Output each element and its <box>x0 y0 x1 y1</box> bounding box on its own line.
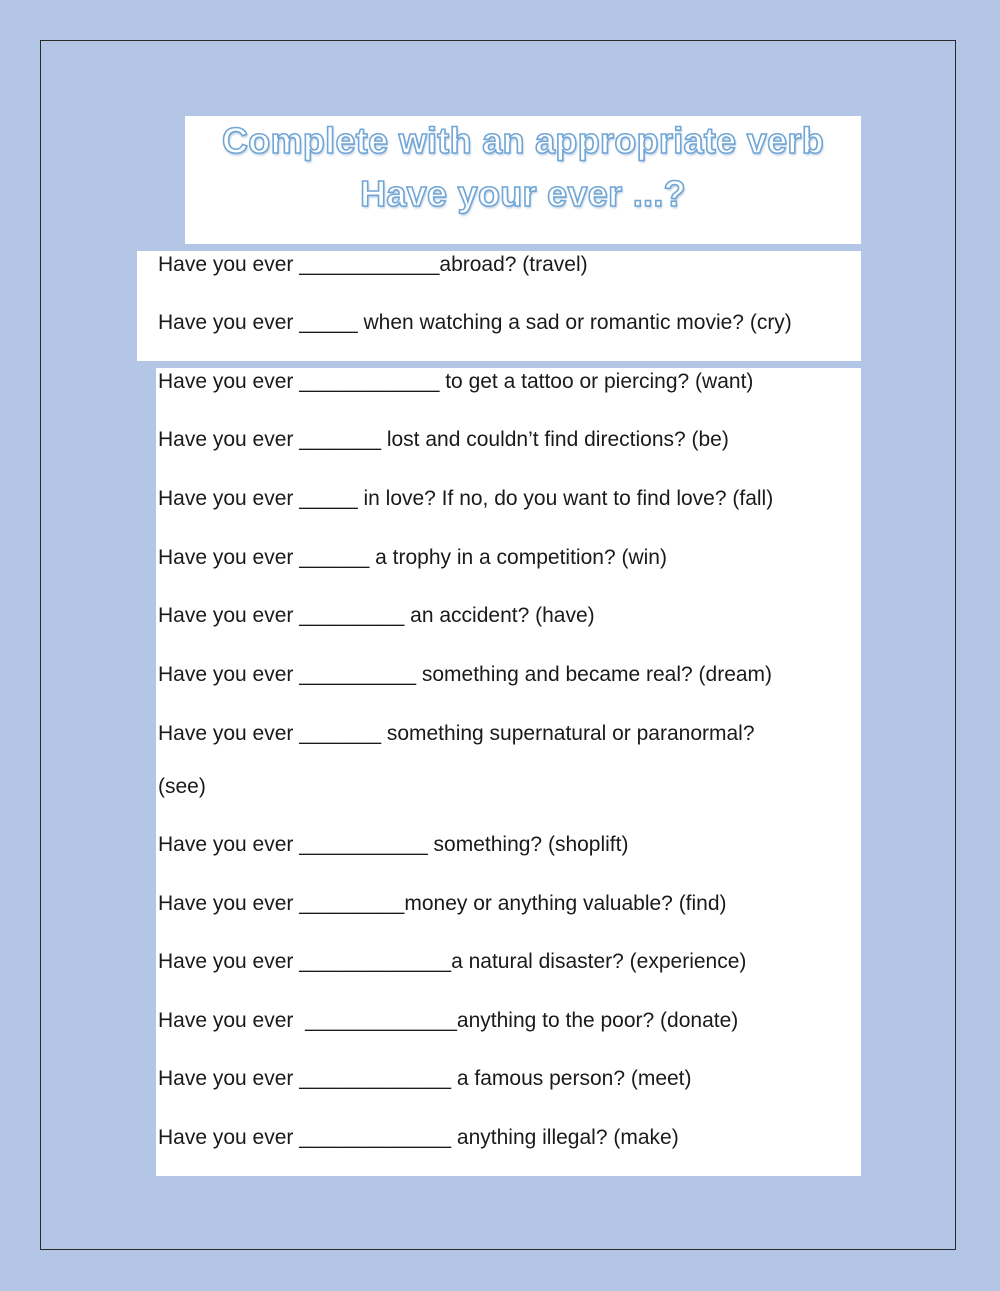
question-7: Have you ever _________ an accident? (have) <box>158 604 595 627</box>
question-6: Have you ever ______ a trophy in a competition? (win) <box>158 546 667 569</box>
question-9: Have you ever _______ something supernatural or paranormal? <box>158 722 755 745</box>
question-4: Have you ever _______ lost and couldn’t find directions? (be) <box>158 428 729 451</box>
question-13: Have you ever _____________anything to the poor? (donate) <box>158 1009 739 1032</box>
question-10: Have you ever ___________ something? (shoplift) <box>158 833 629 856</box>
question-11: Have you ever _________money or anything valuable? (find) <box>158 892 727 915</box>
question-15: Have you ever _____________ anything illegal? (make) <box>158 1126 679 1149</box>
worksheet-title: Complete with an appropriate verb <box>221 120 824 161</box>
title-box <box>185 116 861 244</box>
question-8: Have you ever __________ something and became real? (dream) <box>158 663 773 686</box>
question-5: Have you ever _____ in love? If no, do you want to find love? (fall) <box>158 487 774 510</box>
question-12: Have you ever _____________a natural disaster? (experience) <box>158 950 747 973</box>
worksheet-subtitle: Have your ever ...? <box>360 173 686 214</box>
question-2: Have you ever _____ when watching a sad or romantic movie? (cry) <box>158 311 792 334</box>
question-1: Have you ever ____________abroad? (travel) <box>158 253 588 276</box>
question-9-continued: (see) <box>158 775 206 798</box>
question-14: Have you ever _____________ a famous person? (meet) <box>158 1067 692 1090</box>
question-3: Have you ever ____________ to get a tattoo or piercing? (want) <box>158 370 754 393</box>
